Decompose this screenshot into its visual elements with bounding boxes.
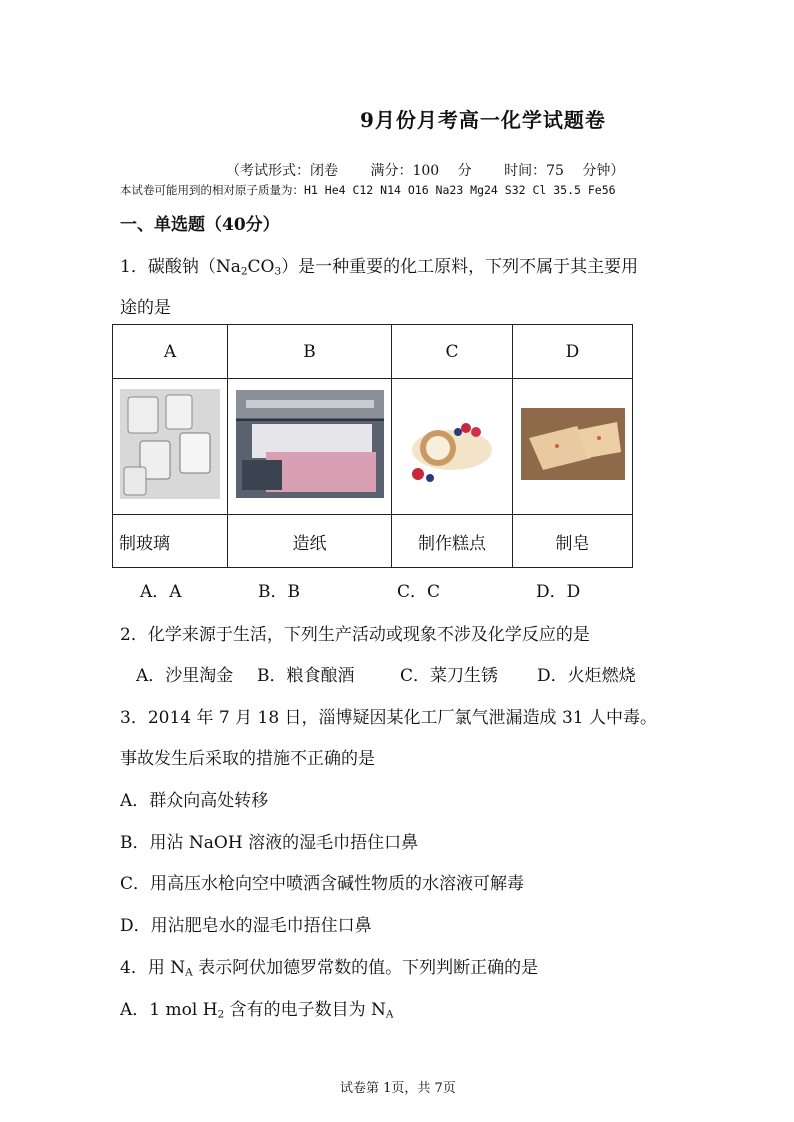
q3-option-c: C．用高压水枪向空中喷洒含碱性物质的水溶液可解毒 <box>120 874 525 894</box>
q1-label-c: 制作糕点 <box>392 515 513 568</box>
q1-option-d: D．D <box>536 582 581 602</box>
q1-header-b: B <box>228 325 392 379</box>
q1-label-d: 制皂 <box>513 515 633 568</box>
q1-image-cell-d <box>513 379 633 515</box>
glassware-image <box>120 389 220 499</box>
q2-stem: 2．化学来源于生活，下列生产活动或现象不涉及化学反应的是 <box>120 625 590 645</box>
q1-header-a: A <box>113 325 228 379</box>
soap-image <box>521 408 625 480</box>
q3-option-b: B．用沾 NaOH 溶液的湿毛巾捂住口鼻 <box>120 833 419 853</box>
atomic-mass-note: 本试卷可能用到的相对原子质量为：H1 He4 C12 N14 O16 Na23 Mg24 S32 Cl 35.5 Fe56 <box>120 183 616 197</box>
q1-label-a: 制玻璃 <box>113 515 228 568</box>
q1-label-b: 造纸 <box>228 515 392 568</box>
q1-option-b: B．B <box>258 582 300 602</box>
q1-stem-line2: 途的是 <box>120 298 171 318</box>
q1-table <box>112 324 633 568</box>
paper-mill-image <box>236 390 384 498</box>
q3-stem-line1: 3．2014 年 7 月 18 日，淄博疑因某化工厂氯气泄漏造成 31 人中毒。 <box>120 708 657 728</box>
exam-info: （考试形式：闭卷 满分：100 分 时间：75 分钟） <box>226 163 625 179</box>
q2-option-c: C．菜刀生锈 <box>400 666 499 686</box>
q2-option-b: B．粮食酿酒 <box>257 666 355 686</box>
q1-stem-line1: 1．碳酸钠$(Na_2CO_3)$是一种重要的化工原料，下列不属于其主要用 <box>120 257 639 278</box>
q1-header-d: D <box>513 325 633 379</box>
q1-option-a: A．A <box>140 582 182 602</box>
q1-option-c: C．C <box>397 582 441 602</box>
q2-option-a: A．沙里淘金 <box>136 666 234 686</box>
q1-image-cell-a <box>113 379 228 515</box>
q4-stem: 4．用 $N_A$ 表示阿伏加德罗常数的值。下列判断正确的是 <box>120 958 539 979</box>
cake-roll-image <box>400 400 504 488</box>
section-heading: 一、单选题（40分） <box>120 215 280 235</box>
q1-image-cell-b <box>228 379 392 515</box>
q3-option-a: A．群众向高处转移 <box>120 791 269 811</box>
q1-image-cell-c <box>392 379 513 515</box>
page-title: 9月份月考高一化学试题卷 <box>360 108 606 132</box>
q2-option-d: D．火炬燃烧 <box>537 666 636 686</box>
page-footer: 试卷第 1页，共 7页 <box>340 1081 456 1096</box>
q1-header-c: C <box>392 325 513 379</box>
q4-option-a: A．1 mol $H_2$ 含有的电子数目为 $N_A$ <box>120 1000 394 1021</box>
q3-option-d: D．用沾肥皂水的湿毛巾捂住口鼻 <box>120 916 372 936</box>
q3-stem-line2: 事故发生后采取的措施不正确的是 <box>120 749 375 769</box>
